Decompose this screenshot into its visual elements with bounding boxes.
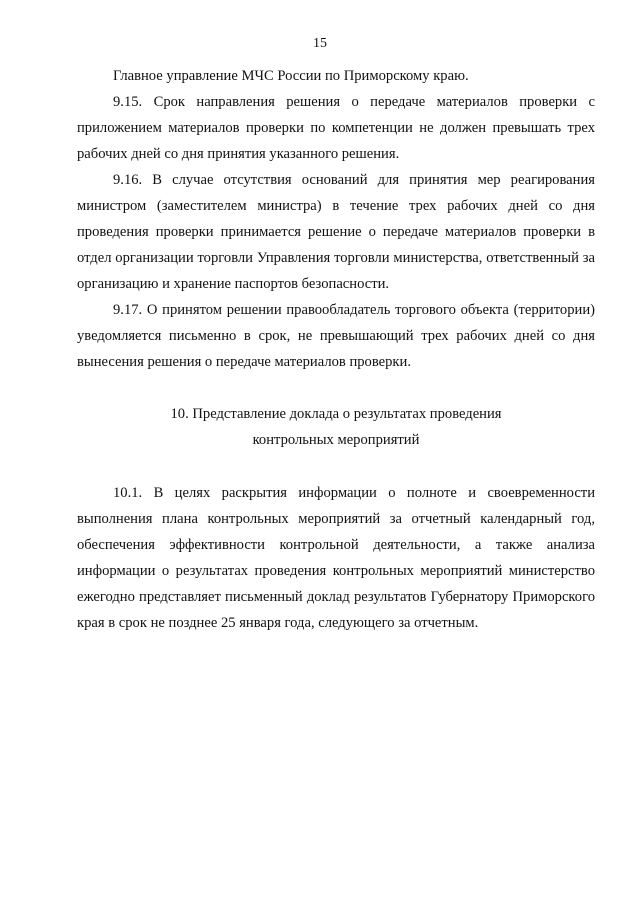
paragraph-9-17: 9.17. О принятом решении правообладатель торгового объекта (территории) уведомляется письменно в срок, не превышающий трех рабочих дней со дня вынесения решения о передаче материалов проверки.	[77, 302, 595, 370]
body-text-bottom	[77, 480, 595, 636]
body-text-top	[77, 63, 595, 375]
section-heading-line-1: 10. Представление доклада о результатах проведения	[170, 406, 502, 422]
section-heading-line-2: контрольных мероприятий	[252, 432, 420, 448]
page-number: 15	[313, 36, 327, 51]
paragraph-continuation: Главное управление МЧС России по Приморскому краю.	[113, 68, 469, 84]
paragraph-10-1: 10.1. В целях раскрытия информации о полноте и своевременности выполнения плана контрольных мероприятий за отчетный календарный год, обеспечения эффективности контрольной деятельности, а также анализа информации о результатах проведения контрольных мероприятий министерство ежегодно представляет письменный доклад результатов Губернатору Приморского края в срок не позднее 25 января года, следующего за отчетным.	[77, 485, 595, 631]
section-heading	[77, 401, 595, 453]
paragraph-9-15: 9.15. Срок направления решения о передаче материалов проверки с приложением материалов проверки по компетенции не должен превышать трех рабочих дней со дня принятия указанного решения.	[77, 94, 595, 162]
paragraph-9-16: 9.16. В случае отсутствия оснований для принятия мер реагирования министром (заместителем министра) в течение трех рабочих дней со дня проведения проверки принимается решение о передаче материалов проверки в отдел организации торговли Управления торговли министерства, ответственный за организацию и хранение паспортов безопасности.	[77, 172, 595, 292]
